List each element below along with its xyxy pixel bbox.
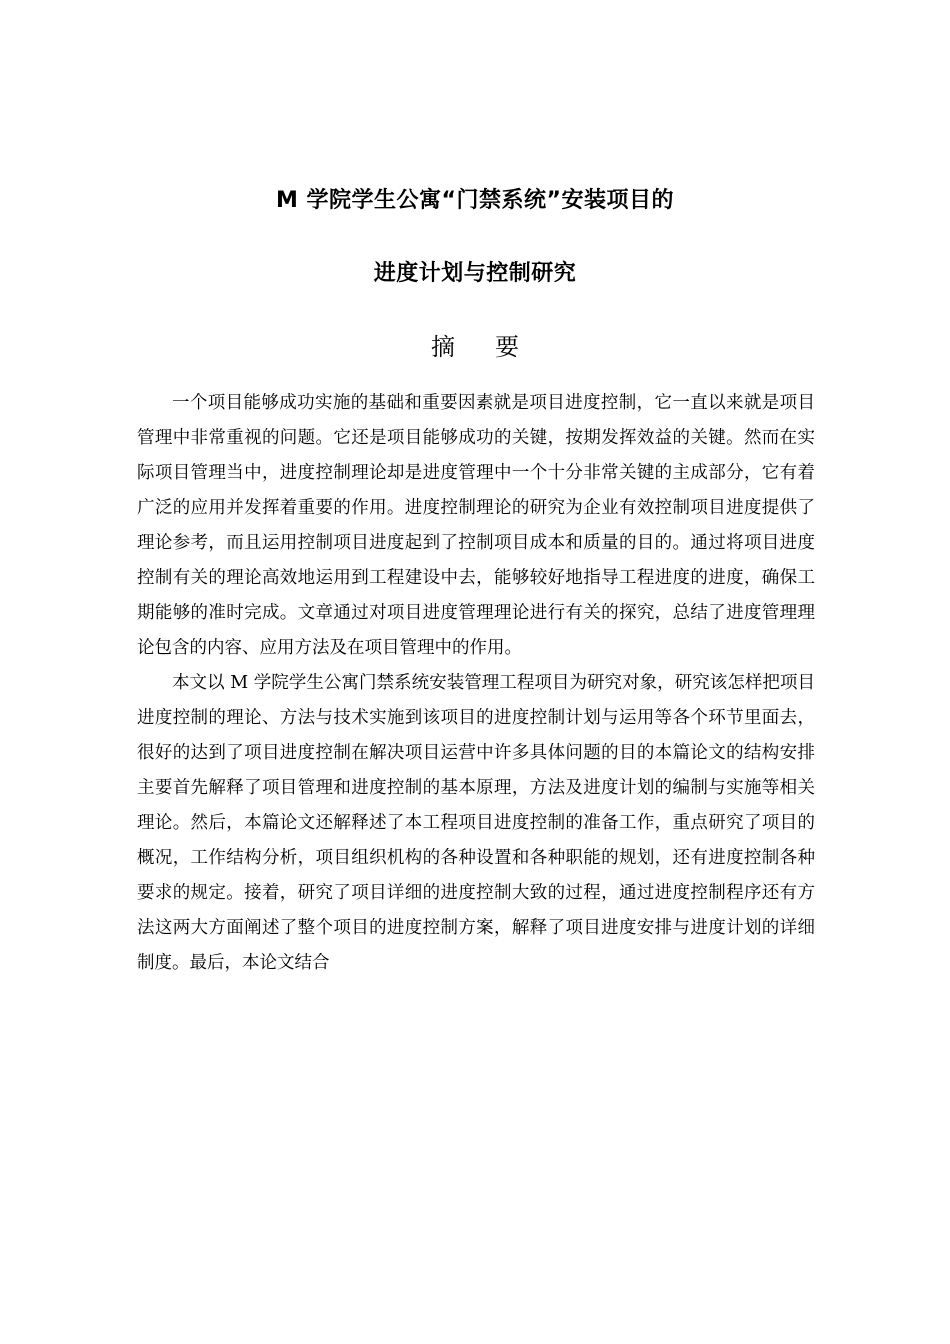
abstract-paragraph-2: 本文以 M 学院学生公寓门禁系统安装管理工程项目为研究对象，研究该怎样把项目进度控制的理论、方法与技术实施到该项目的进度控制计划与运用等各个环节里面去，很好的达到了项目进度控制在解决项目运营中许多具体问题的目的本篇论文的结构安排主要首先解释了项目管理和进度控制的基本原理，方法及进度计划的编制与实施等相关理论。然后，本篇论文还解释述了本工程项目进度控制的准备工作，重点研究了项目的概况，工作结构分析，项目组织机构的各种设置和各种职能的规划，还有进度控制各种要求的规定。接着，研究了项目详细的进度控制大致的过程，通过进度控制程序还有方法这两大方面阐述了整个项目的进度控制方案，解释了项目进度安排与进度计划的详细制度。最后，本论文结合 xyxy=(137,673,815,973)
abstract-heading: 摘要 xyxy=(431,333,559,361)
document-title-line-2: 进度计划与控制研究 xyxy=(373,261,577,286)
document-title-line-1: M 学院学生公寓“门禁系统”安装项目的 xyxy=(276,188,674,213)
abstract-body xyxy=(137,386,815,981)
abstract-paragraph-1: 一个项目能够成功实施的基础和重要因素就是项目进度控制，它一直以来就是项目管理中非常重视的问题。它还是项目能够成功的关键，按期发挥效益的关键。然而在实际项目管理当中，进度控制理论却是进度管理中一个十分非常关键的主成部分，它有着广泛的应用并发挥着重要的作用。进度控制理论的研究为企业有效控制项目进度提供了理论参考，而且运用控制项目进度起到了控制项目成本和质量的目的。通过将项目进度控制有关的理论高效地运用到工程建设中去，能够较好地指导工程进度的进度，确保工期能够的准时完成。文章通过对项目进度管理理论进行有关的探究，总结了进度管理理论包含的内容、应用方法及在项目管理中的作用。 xyxy=(137,393,815,658)
